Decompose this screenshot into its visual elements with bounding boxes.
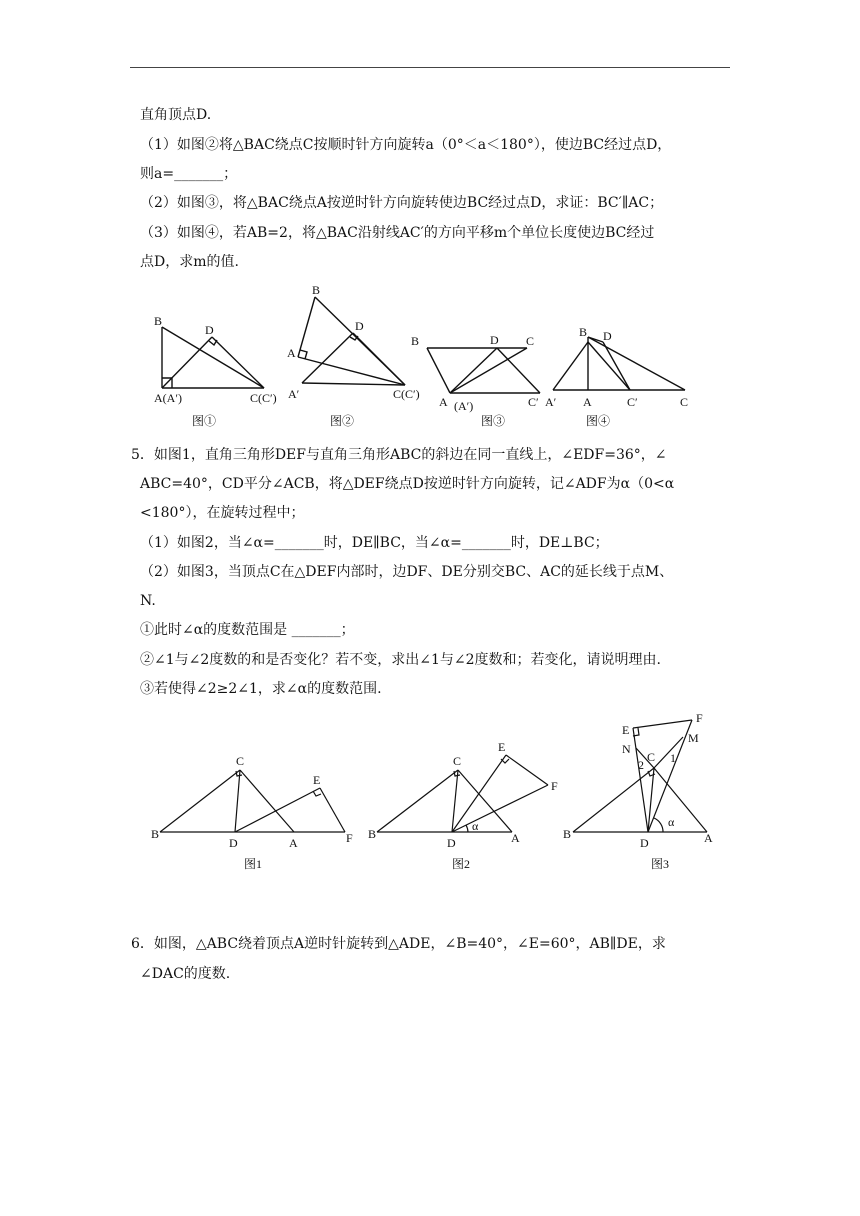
p5-line-4: （1）如图2，当∠α=_______时，DE∥BC，当∠α=_______时，DE⊥BC； xyxy=(140,535,609,551)
g3-label-2: 2 xyxy=(638,758,644,772)
f4-label-b: B xyxy=(579,325,588,339)
g1-label-f: F xyxy=(346,831,353,845)
g2-label-e: E xyxy=(498,740,506,754)
f1-label-c: C(C′) xyxy=(250,391,277,405)
caption-5-fig-2: 图2 xyxy=(452,857,471,871)
caption-fig-2: 图② xyxy=(330,414,355,428)
p4-line-1: 直角顶点D. xyxy=(140,107,212,123)
header-rule xyxy=(130,67,730,68)
f2-label-a-prime: A′ xyxy=(288,387,300,401)
g2-label-a: A xyxy=(511,831,520,845)
f3-label-c-prime: C′ xyxy=(528,395,539,409)
f1-label-b: B xyxy=(154,314,163,328)
figure-3-diagram xyxy=(427,348,540,393)
p5-line-7: ①此时∠α的度数范围是 _______； xyxy=(140,622,355,638)
p5-line-1: 5．如图1，直角三角形DEF与直角三角形ABC的斜边在同一直线上，∠EDF=36°，∠ xyxy=(131,447,667,463)
caption-fig-4: 图④ xyxy=(586,414,611,428)
g3-label-n: N xyxy=(622,742,631,756)
f3-label-a: A xyxy=(439,395,448,409)
figure-5-3-diagram xyxy=(573,720,707,832)
f4-label-a: A xyxy=(583,395,592,409)
g1-label-b: B xyxy=(151,827,160,841)
f2-label-a: A xyxy=(287,346,296,360)
g1-label-d: D xyxy=(229,836,238,850)
g3-label-d: D xyxy=(640,836,649,850)
g3-label-b: B xyxy=(563,827,572,841)
f3-label-d: D xyxy=(490,333,499,347)
f4-label-c-prime: C′ xyxy=(627,395,638,409)
g3-label-c: C xyxy=(647,750,656,764)
caption-fig-3: 图③ xyxy=(481,414,506,428)
p4-line-4: （2）如图③，将△BAC绕点A按逆时针方向旋转使边BC经过点D，求证：BC′∥AC； xyxy=(140,195,664,211)
f4-label-c: C xyxy=(680,395,689,409)
g1-label-c: C xyxy=(236,754,245,768)
f2-label-d: D xyxy=(355,319,364,333)
problem-5-figures xyxy=(145,708,720,880)
p5-line-3: <180°），在旋转过程中； xyxy=(140,505,305,521)
g3-label-alpha: α xyxy=(668,815,675,829)
f3-label-b: B xyxy=(411,334,420,348)
g3-label-f: F xyxy=(696,711,703,725)
caption-5-fig-1: 图1 xyxy=(244,857,263,871)
p6-line-1: 6．如图，△ABC绕着顶点A逆时针旋转到△ADE，∠B=40°，∠E=60°，AB∥DE，求 xyxy=(131,936,666,952)
p5-line-9: ③若使得∠2≥2∠1，求∠α的度数范围. xyxy=(140,681,382,697)
g3-label-e: E xyxy=(622,723,630,737)
f4-label-a-prime: A′ xyxy=(545,395,557,409)
figure-4-diagram xyxy=(553,337,685,390)
f3-label-a-prime: (A′) xyxy=(454,399,474,413)
p4-line-2: （1）如图②将△BAC绕点C按顺时针方向旋转a（0°＜a＜180°），使边BC经过点D， xyxy=(140,137,672,153)
figure-2-diagram xyxy=(298,297,405,385)
p5-line-2: ABC=40°，CD平分∠ACB，将△DEF绕点D按逆时针方向旋转，记∠ADF为α（0<α xyxy=(140,476,675,492)
p5-line-6: N. xyxy=(140,593,156,609)
p6-line-2: ∠DAC的度数. xyxy=(140,966,231,982)
figure-5-2-diagram xyxy=(377,755,548,832)
g3-label-a: A xyxy=(704,831,713,845)
g2-label-d: D xyxy=(447,836,456,850)
g2-label-b: B xyxy=(368,827,377,841)
f1-label-d: D xyxy=(205,323,214,337)
p5-line-8: ②∠1与∠2度数的和是否变化？若不变，求出∠1与∠2度数和；若变化，请说明理由. xyxy=(140,652,661,668)
p4-line-5: （3）如图④，若AB=2，将△BAC沿射线AC′的方向平移m个单位长度使边BC经过 xyxy=(140,225,655,241)
g2-label-alpha: α xyxy=(472,819,479,833)
f4-label-d: D xyxy=(603,329,612,343)
p4-line-6: 点D，求m的值. xyxy=(140,254,239,270)
f3-label-c: C xyxy=(526,334,535,348)
p4-line-3: 则a=_______； xyxy=(140,166,238,182)
g2-label-f: F xyxy=(551,779,558,793)
caption-5-fig-3: 图3 xyxy=(651,857,670,871)
g1-label-a: A xyxy=(289,836,298,850)
p5-line-5: （2）如图3，当顶点C在△DEF内部时，边DF、DE分别交BC、AC的延长线于点M、 xyxy=(140,564,674,580)
f1-label-a: A(A′) xyxy=(154,391,182,405)
g1-label-e: E xyxy=(313,773,321,787)
f2-label-b: B xyxy=(312,283,321,297)
g3-label-m: M xyxy=(688,731,699,745)
caption-fig-1: 图① xyxy=(192,414,217,428)
f2-label-c: C(C′) xyxy=(393,387,420,401)
g3-label-1: 1 xyxy=(670,751,676,765)
g2-label-c: C xyxy=(453,754,462,768)
problem-4-figures xyxy=(140,280,700,430)
